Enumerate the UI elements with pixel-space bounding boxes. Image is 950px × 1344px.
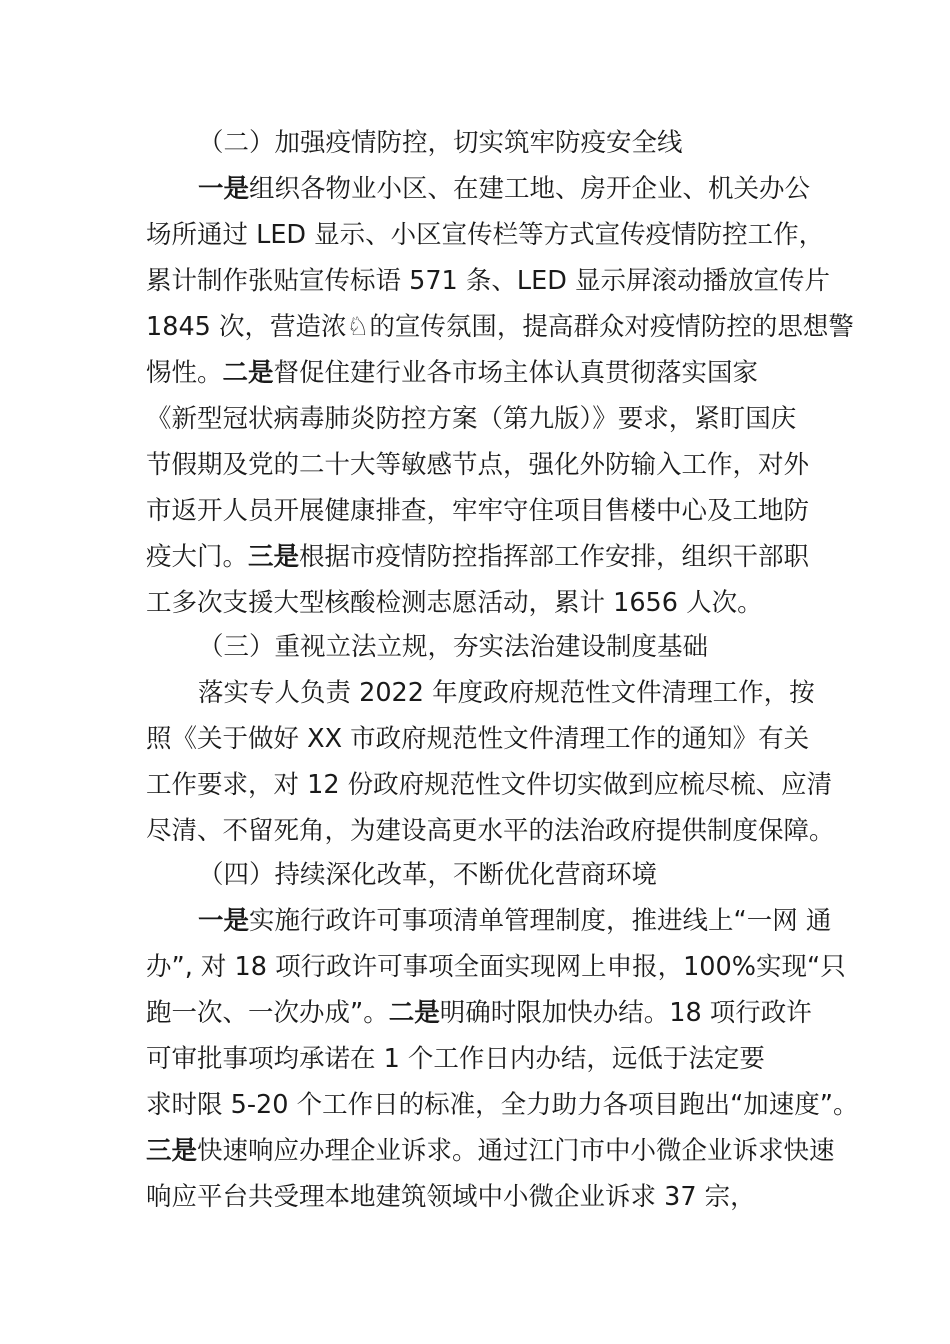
- section-heading-4: （四）持续深化改革，不断优化营商环境: [198, 860, 658, 890]
- bold-lead: 二是: [388, 998, 440, 1028]
- paragraph-line: 惕性。二是督促住建行业各市场主体认真贯彻落实国家: [146, 358, 759, 388]
- paragraph-line: 响应平台共受理本地建筑领域中小微企业诉求 37 宗，: [146, 1182, 756, 1212]
- paragraph-line: 疫大门。三是根据市疫情防控指挥部工作安排，组织干部职: [146, 542, 810, 572]
- section-heading-3: （三）重视立法立规，夯实法治建设制度基础: [198, 632, 709, 662]
- paragraph-line: 工多次支援大型核酸检测志愿活动，累计 1656 人次。: [146, 588, 763, 618]
- paragraph-line: 三是快速响应办理企业诉求。通过江门市中小微企业诉求快速: [146, 1136, 835, 1166]
- paragraph-line: 尽清、不留死角，为建设高更水平的法治政府提供制度保障。: [146, 816, 835, 846]
- paragraph-line: 可审批事项均承诺在 1 个工作日内办结，远低于法定要: [146, 1044, 765, 1074]
- paragraph-line: 1845 次，营造浓♘的宣传氛围，提高群众对疫情防控的思想警: [146, 312, 854, 342]
- bold-lead: 三是: [146, 1136, 198, 1166]
- paragraph-line: 落实专人负责 2022 年度政府规范性文件清理工作，按: [198, 678, 815, 708]
- paragraph-line: 照《关于做好 XX 市政府规范性文件清理工作的通知》有关: [146, 724, 810, 754]
- section-heading-2: （二）加强疫情防控，切实筑牢防疫安全线: [198, 128, 683, 158]
- paragraph-line: 跑一次、一次办成”。二是明确时限加快办结。18 项行政许: [146, 998, 812, 1028]
- bold-lead: 一是: [198, 906, 250, 936]
- bold-lead: 三是: [248, 542, 300, 572]
- paragraph-line: 办”, 对 18 项行政许可事项全面实现网上申报，100%实现“只: [146, 952, 846, 982]
- paragraph-line: 场所通过 LED 显示、小区宣传栏等方式宣传疫情防控工作，: [146, 220, 825, 250]
- paragraph-line: 《新型冠状病毒肺炎防控方案（第九版）》要求，紧盯国庆: [146, 404, 797, 434]
- paragraph-line: 一是实施行政许可事项清单管理制度，推进线上“一网 通: [198, 906, 832, 936]
- bold-lead: 二是: [222, 358, 274, 388]
- paragraph-line: 一是组织各物业小区、在建工地、房开企业、机关办公: [198, 174, 811, 204]
- paragraph-line: 工作要求，对 12 份政府规范性文件切实做到应梳尽梳、应清: [146, 770, 833, 800]
- paragraph-line: 求时限 5-20 个工作日的标准，全力助力各项目跑出“加速度”。: [146, 1090, 859, 1120]
- bold-lead: 一是: [198, 174, 250, 204]
- paragraph-line: 市返开人员开展健康排查，牢牢守住项目售楼中心及工地防: [146, 496, 810, 526]
- paragraph-line: 累计制作张贴宣传标语 571 条、LED 显示屏滚动播放宣传片: [146, 266, 830, 296]
- paragraph-line: 节假期及党的二十大等敏感节点，强化外防输入工作，对外: [146, 450, 810, 480]
